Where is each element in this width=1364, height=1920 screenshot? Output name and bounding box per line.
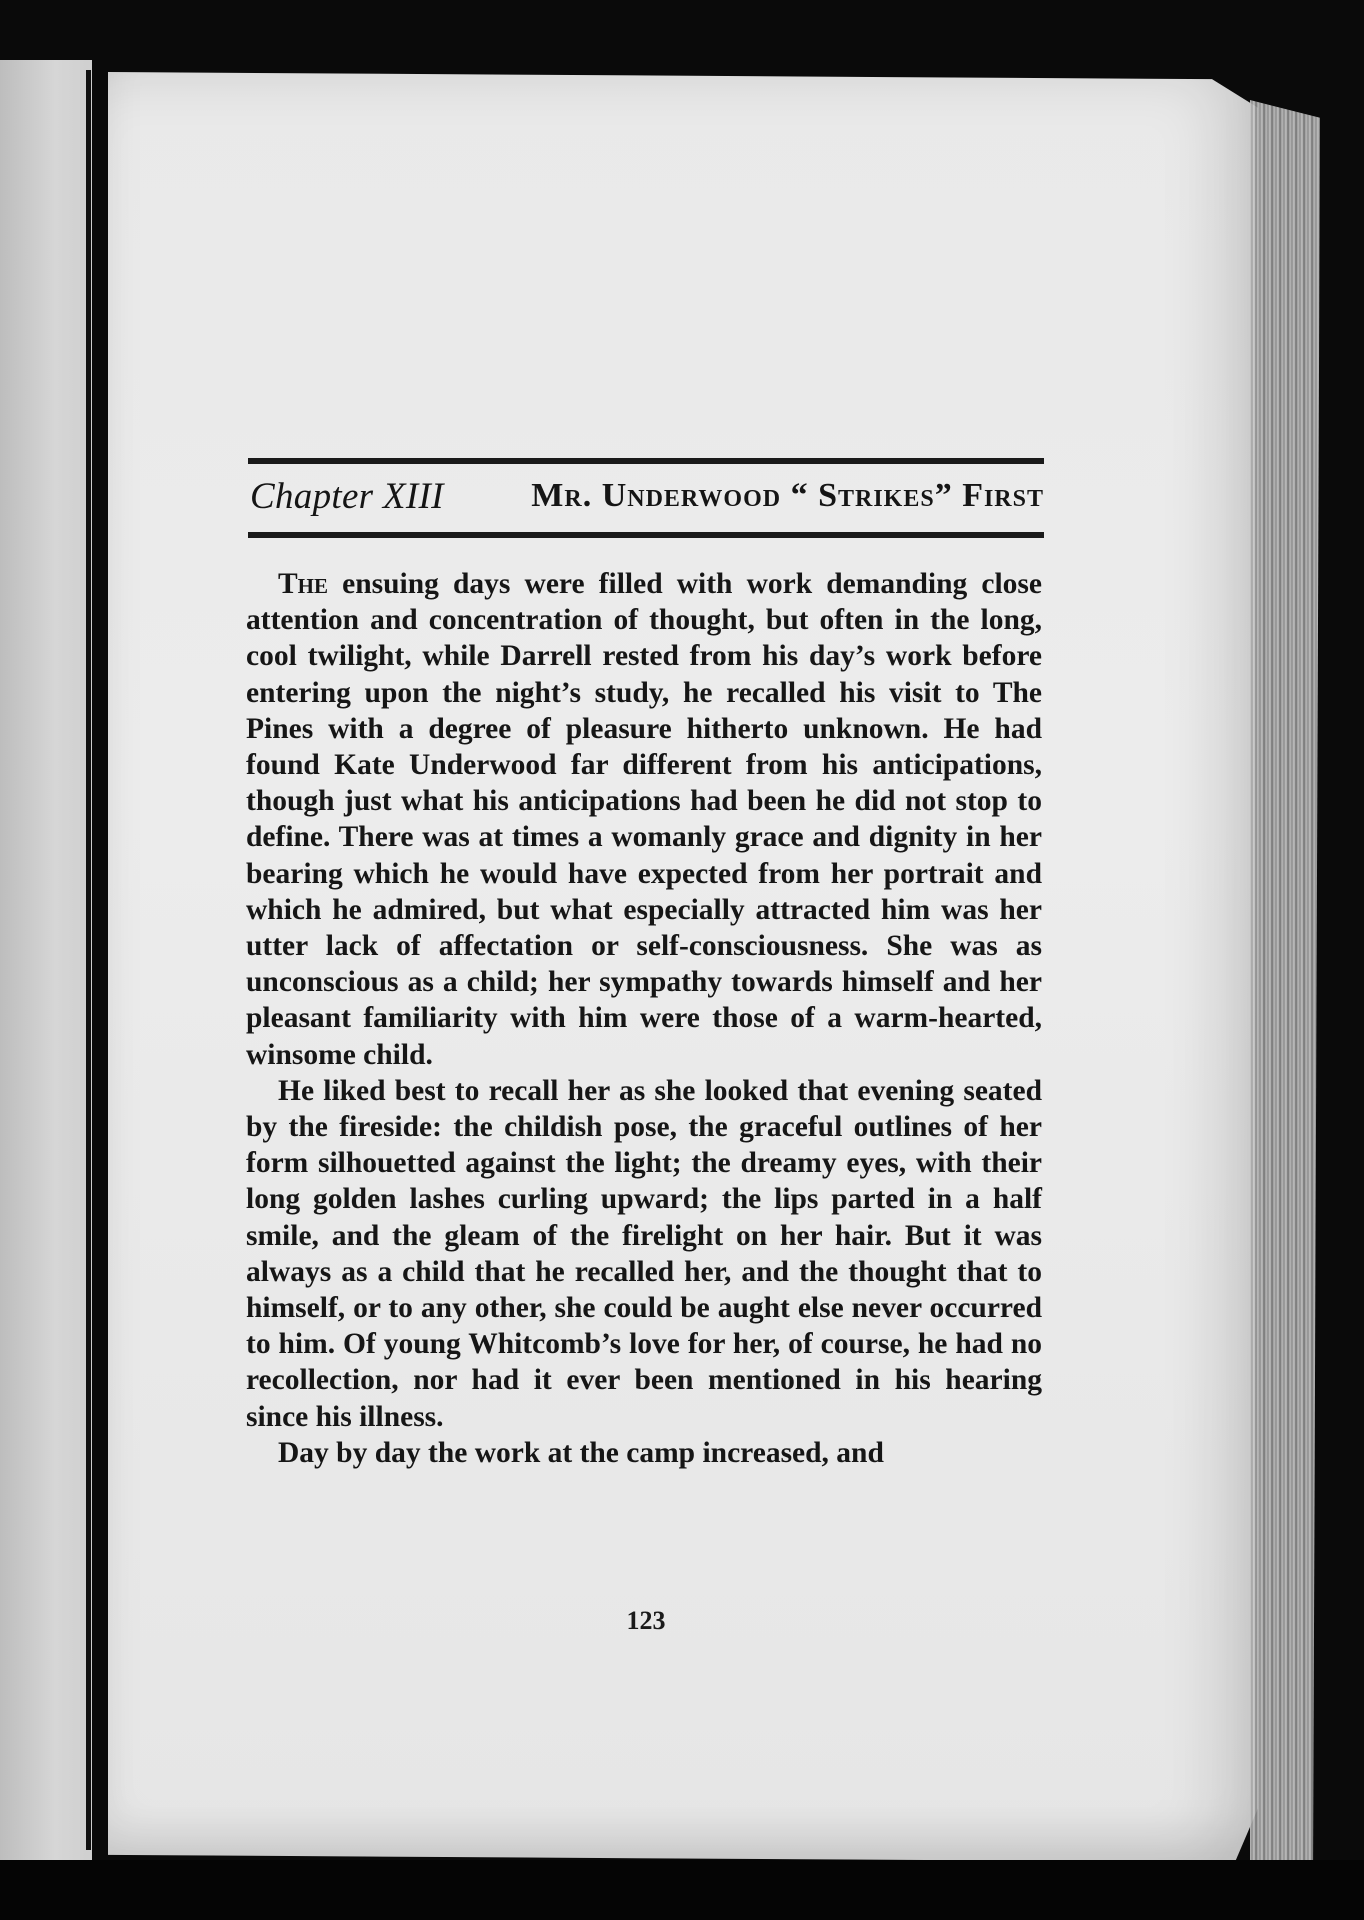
header-rule-bottom — [248, 532, 1044, 538]
opening-word: The — [278, 568, 329, 600]
paragraph-1 — [246, 566, 1042, 1073]
paragraph-1-text: ensuing days were filled with work demanding close attention and concentration of thought, but often in the long, cool twilight, while Darrell rested from his day’s work before entering upon the night’s study, he recalled his visit to The Pines with a degree of pleasure hitherto unknown. He had found Kate Underwood far different from his anticipations, though just what his anticipations had been he did not stop to define. There was at times a womanly grace and dignity in her bearing which he would have expected from her portrait and which he admired, but what especially attracted him was her utter lack of affectation or self-consciousness. She was as unconscious as a child; her sympathy towards himself and her pleasant familiarity with him were those of a warm-hearted, winsome child. — [246, 568, 1042, 1071]
chapter-body — [246, 566, 1042, 1471]
scan-bottom-shadow — [0, 1860, 1364, 1920]
chapter-title: Mr. Underwood “ Strikes” First — [531, 477, 1044, 514]
facing-page-edge — [0, 60, 92, 1860]
page-number: 123 — [626, 1606, 666, 1635]
header-rule-top — [248, 458, 1044, 464]
paragraph-2: He liked best to recall her as she looked that evening seated by the fireside: the childish pose, the graceful outlines of her form silhouetted against the light; the dreamy eyes, with their long golden lashes curling upward; the lips parted in a half smile, and the gleam of the firelight on her hair. But it was always as a child that he recalled her, and the thought that to himself, or to any other, she could be aught else never occurred to him. Of young Whitcomb’s love for her, of course, he had no recollection, nor had it ever been mentioned in his hearing since his illness. — [246, 1074, 1042, 1433]
paragraph-3: Day by day the work at the camp increased, and — [278, 1436, 884, 1469]
binding-shadow — [86, 70, 91, 1850]
chapter-label: Chapter XIII — [250, 475, 444, 517]
running-head — [250, 468, 1044, 524]
